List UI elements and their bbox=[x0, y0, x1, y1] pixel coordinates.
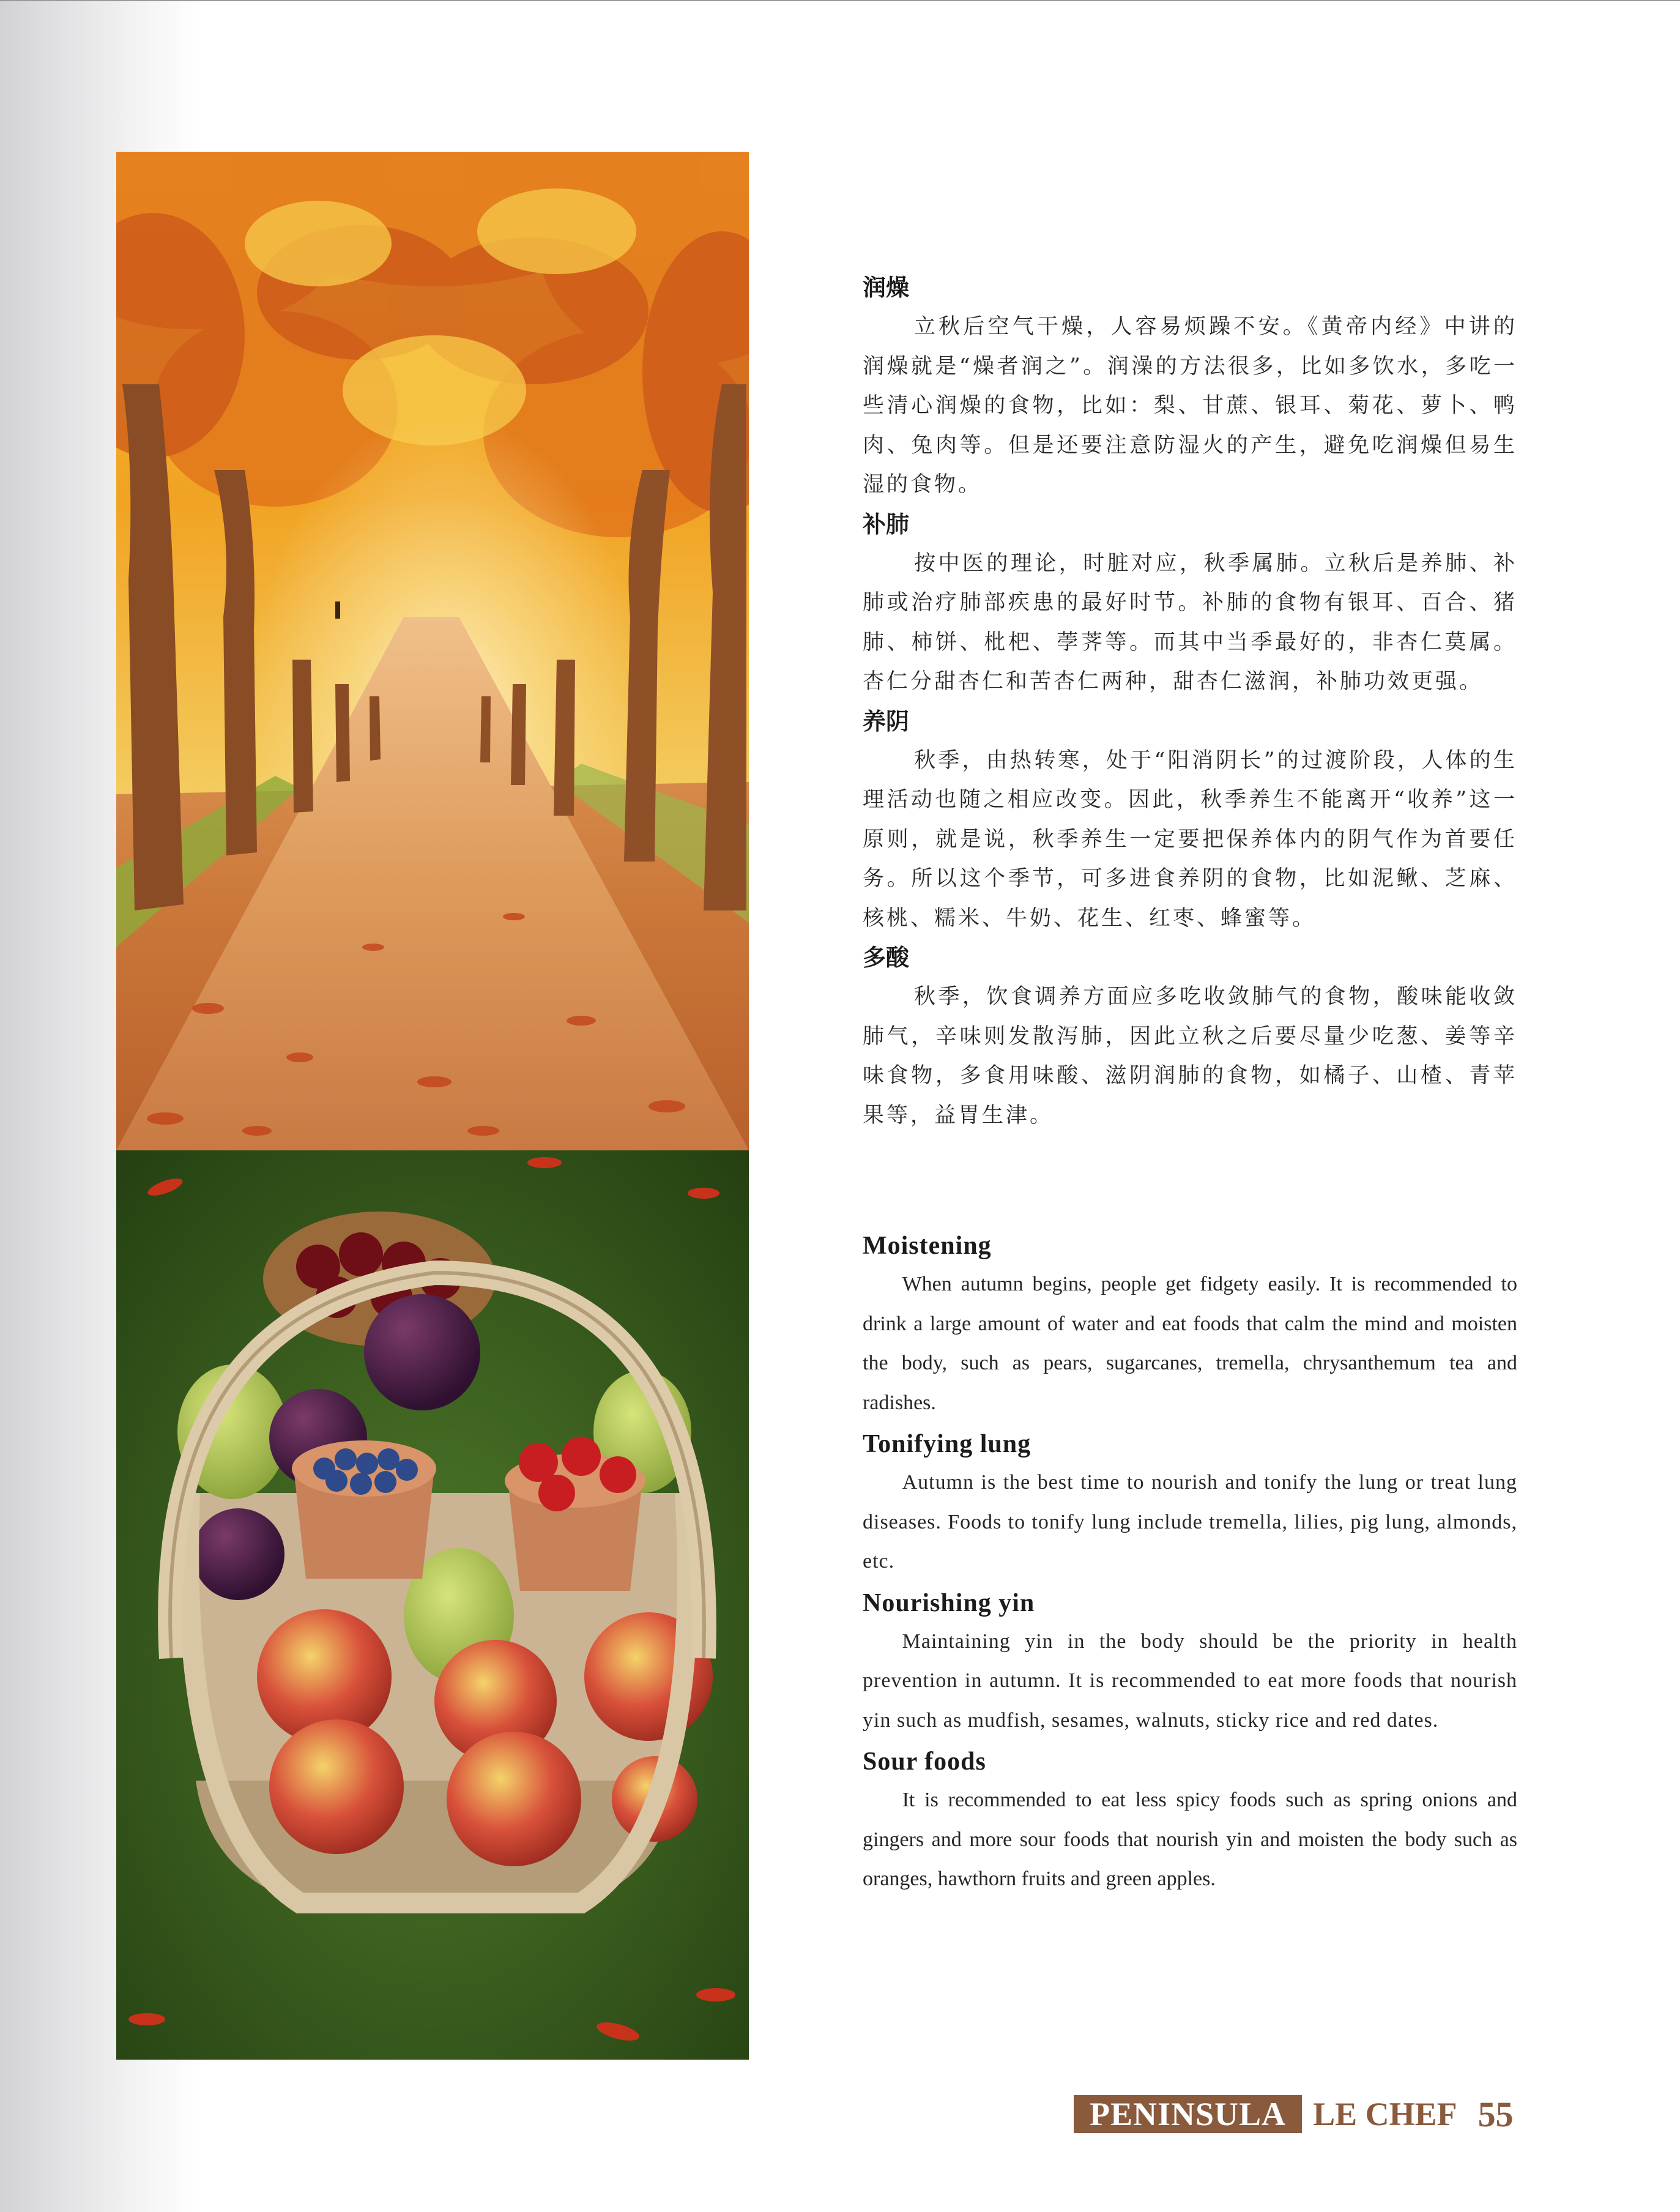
zh-heading-lung: 补肺 bbox=[863, 510, 910, 538]
en-section-sour bbox=[863, 1743, 1517, 1899]
brand-subtitle: LE CHEF bbox=[1313, 2096, 1457, 2132]
en-heading-sour: Sour foods bbox=[863, 1748, 986, 1776]
fruit-basket-photo bbox=[116, 1150, 749, 2060]
brand-name: PENINSULA bbox=[1074, 2095, 1302, 2133]
en-body-yin: Maintaining yin in the body should be the priority in health prevention in autumn. It is recommended to eat more foods that nourish yin such as mudfish, sesames, walnuts, sticky rice and red dates. bbox=[863, 1629, 1517, 1732]
zh-body-sour: 秋季，饮食调养方面应多吃收敛肺气的食物，酸味能收敛肺气，辛味则发散泻肺，因此立秋之后要尽量少吃葱、姜等辛味食物，多食用味酸、滋阴润肺的食物，如橘子、山楂、青苹果等，益胃生津。 bbox=[863, 985, 1517, 1128]
en-heading-lung: Tonifying lung bbox=[863, 1430, 1031, 1458]
zh-section-sour bbox=[863, 938, 1517, 1135]
autumn-tree-avenue-photo bbox=[116, 152, 749, 1150]
en-heading-moistening: Moistening bbox=[863, 1232, 992, 1260]
chinese-text-column bbox=[863, 268, 1517, 1135]
english-text-column bbox=[863, 1227, 1517, 1902]
zh-heading-moistening: 润燥 bbox=[863, 274, 910, 301]
en-body-sour: It is recommended to eat less spicy foods such as spring onions and gingers and more sour foods that nourish yin and moisten the body such as oranges, hawthorn fruits and green apples. bbox=[863, 1789, 1517, 1890]
en-body-moistening: When autumn begins, people get fidgety easily. It is recommended to drink a large amount of water and eat foods that calm the mind and moisten the body, such as pears, sugarcanes, tremella, chrysanthemum tea and radishes. bbox=[863, 1273, 1517, 1414]
zh-body-moistening: 立秋后空气干燥，人容易烦躁不安。《黄帝内经》中讲的润燥就是“燥者润之”。润澡的方法很多，比如多饮水，多吃一些清心润燥的食物，比如：梨、甘蔗、银耳、菊花、萝卜、鸭肉、兔肉等。但是还要注意防湿火的产生，避免吃润燥但易生湿的食物。 bbox=[863, 315, 1517, 497]
en-section-lung bbox=[863, 1425, 1517, 1582]
zh-section-moistening bbox=[863, 268, 1517, 505]
zh-heading-sour: 多酸 bbox=[863, 944, 910, 971]
en-body-lung: Autumn is the best time to nourish and tonify the lung or treat lung diseases. Foods to tonify lung include tremella, lilies, pig lung, almonds, etc. bbox=[863, 1471, 1517, 1573]
footer-brand bbox=[1074, 2093, 1514, 2136]
en-heading-yin: Nourishing yin bbox=[863, 1588, 1035, 1617]
zh-body-lung: 按中医的理论，时脏对应，秋季属肺。立秋后是养肺、补肺或治疗肺部疾患的最好时节。补肺的食物有银耳、百合、猪肺、柿饼、枇杷、荸荠等。而其中当季最好的，非杏仁莫属。杏仁分甜杏仁和苦杏仁两种，甜杏仁滋润，补肺功效更强。 bbox=[863, 551, 1517, 694]
top-border bbox=[0, 0, 1680, 1]
en-section-moistening bbox=[863, 1227, 1517, 1423]
page-number: 55 bbox=[1477, 2094, 1514, 2134]
zh-section-lung bbox=[863, 505, 1517, 702]
zh-heading-yin: 养阴 bbox=[863, 707, 910, 735]
zh-section-yin bbox=[863, 702, 1517, 939]
en-section-yin bbox=[863, 1584, 1517, 1741]
zh-body-yin: 秋季，由热转寒，处于“阳消阴长”的过渡阶段，人体的生理活动也随之相应改变。因此，秋季养生不能离开“收养”这一原则，就是说，秋季养生一定要把保养体内的阴气作为首要任务。所以这个季节，可多进食养阴的食物，比如泥鳅、芝麻、核桃、糯米、牛奶、花生、红枣、蜂蜜等。 bbox=[863, 748, 1517, 931]
